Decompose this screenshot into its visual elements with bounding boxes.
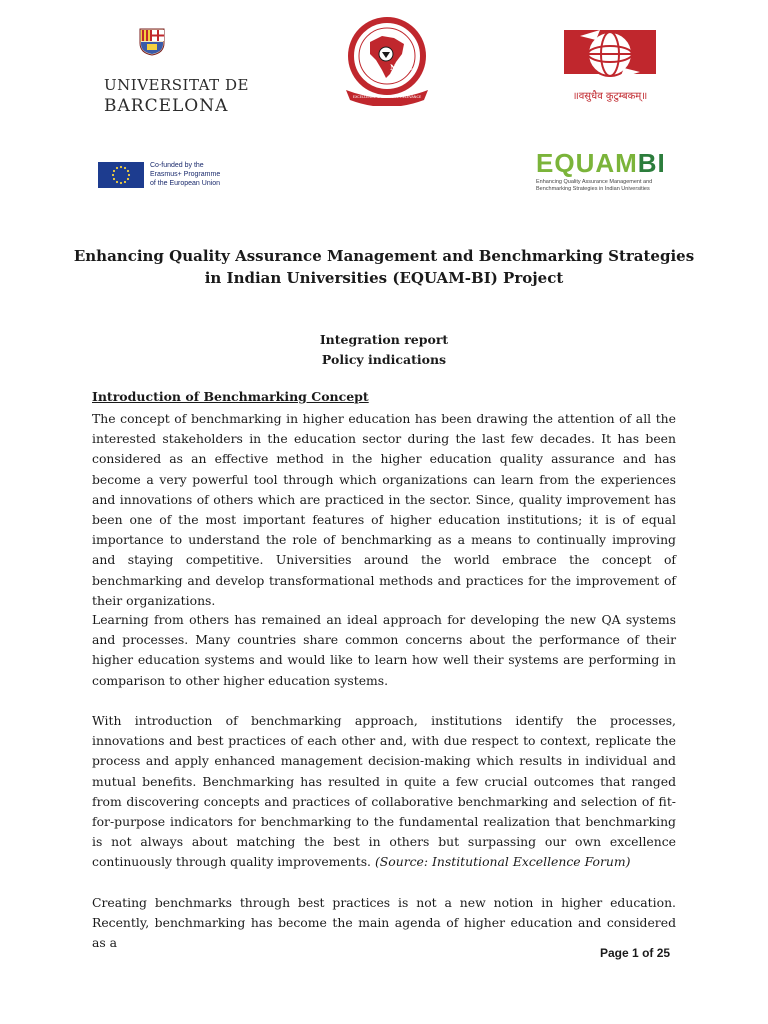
- page-current: 1: [632, 946, 639, 960]
- erasmus-line3: of the European Union: [150, 180, 221, 187]
- globe-emblem-icon: [560, 26, 660, 86]
- body-paragraph-1: The concept of benchmarking in higher education has been drawing the attention of all the interested stakeholders in the education sector during the last few decades. It has been considered as an effective method in the higher education quality assurance and has become a very powerful tool through which organizations can learn from the experiences and innovations of others which are practiced in the sector. Since, quality improvement has been one of the most important features of higher education institutions; it is of equal importance to understand the role of benchmarking as a means to continually improving and staying competitive. Universities around the world embrace the concept of benchmarking and develop transformational methods and practices for the improvement of their organizations.: [92, 411, 676, 608]
- body-paragraph-3: [92, 711, 676, 873]
- subtitle-line2: Policy indications: [321, 352, 447, 367]
- university-name-line2: BARCELONA: [104, 96, 229, 116]
- equambi-tagline-line1: Enhancing Quality Assurance Management and: [536, 179, 653, 185]
- equambi-tagline: [536, 179, 652, 193]
- naac-center-label: NAAC: [390, 63, 413, 72]
- page-number: [600, 946, 670, 960]
- university-name-line1: UNIVERSITAT DE: [104, 76, 249, 94]
- equambi-wordmark: [536, 148, 666, 179]
- body-paragraph-2: Learning from others has remained an ideal approach for developing the new QA systems and processes. Many countries share common concerns about the performance of their higher education systems and would like to learn how well their systems are performing in comparison to other higher education systems.: [92, 612, 676, 688]
- body-paragraph-4: Creating benchmarks through best practices is not a new notion in higher education. Recently, benchmarking has become the main agenda of higher education and considered as a: [92, 895, 676, 951]
- subtitle-line1: Integration report: [319, 332, 449, 347]
- document-subtitle: [60, 330, 708, 370]
- rusa-logo: [560, 26, 660, 106]
- naac-emblem-icon: [332, 14, 442, 106]
- paragraph-3-source: (Source: Institutional Excellence Forum): [374, 854, 631, 870]
- page-total: 25: [656, 946, 671, 960]
- rusa-motto: ॥वसुधैव कुटुम्बकम्॥: [572, 91, 648, 102]
- eu-flag-icon: [98, 162, 144, 188]
- logo-header: [0, 0, 768, 230]
- equambi-brand-part2: BI: [637, 148, 666, 178]
- erasmus-cofunded-logo: [98, 160, 228, 190]
- erasmus-text: [150, 161, 220, 188]
- naac-ribbon-text: EXCELLENCE CREDIBILITY RELEVANCE: [352, 95, 422, 99]
- document-title-line1: Enhancing Quality Assurance Management and Benchmarking Strategies: [73, 247, 695, 265]
- document-title-line2: in Indian Universities (EQUAM-BI) Project: [204, 269, 564, 287]
- document-title: [60, 245, 708, 289]
- barcelona-crest-icon: [139, 28, 165, 56]
- paragraph-3-text: With introduction of benchmarking approach, institutions identify the processes, innovations and best practices of each other and, with due respect to context, replicate the process and apply enhanced management decision-making which results in individual and mutual benefits. Benchmarking has resulted in quite a few crucial outcomes that ranged from discovering concepts and practices of collaborative benchmarking and selection of fit-for-purpose indicators for benchmarking to the fundamental realization that benchmarking is not always about matching the best in others but surpassing our own excellence continuously through quality improvements.: [92, 713, 676, 870]
- erasmus-line1: Co-funded by the: [150, 162, 204, 169]
- naac-logo: [332, 14, 442, 106]
- equambi-tagline-line2: Benchmarking Strategies in Indian Universities: [536, 186, 650, 192]
- erasmus-line2: Erasmus+ Programme: [150, 171, 221, 178]
- page-of: of: [642, 946, 654, 960]
- equambi-brand-part1: EQUAM: [536, 148, 638, 178]
- section-heading: Introduction of Benchmarking Concept: [92, 389, 369, 404]
- equambi-logo: [536, 148, 676, 192]
- page-label: Page: [600, 946, 629, 960]
